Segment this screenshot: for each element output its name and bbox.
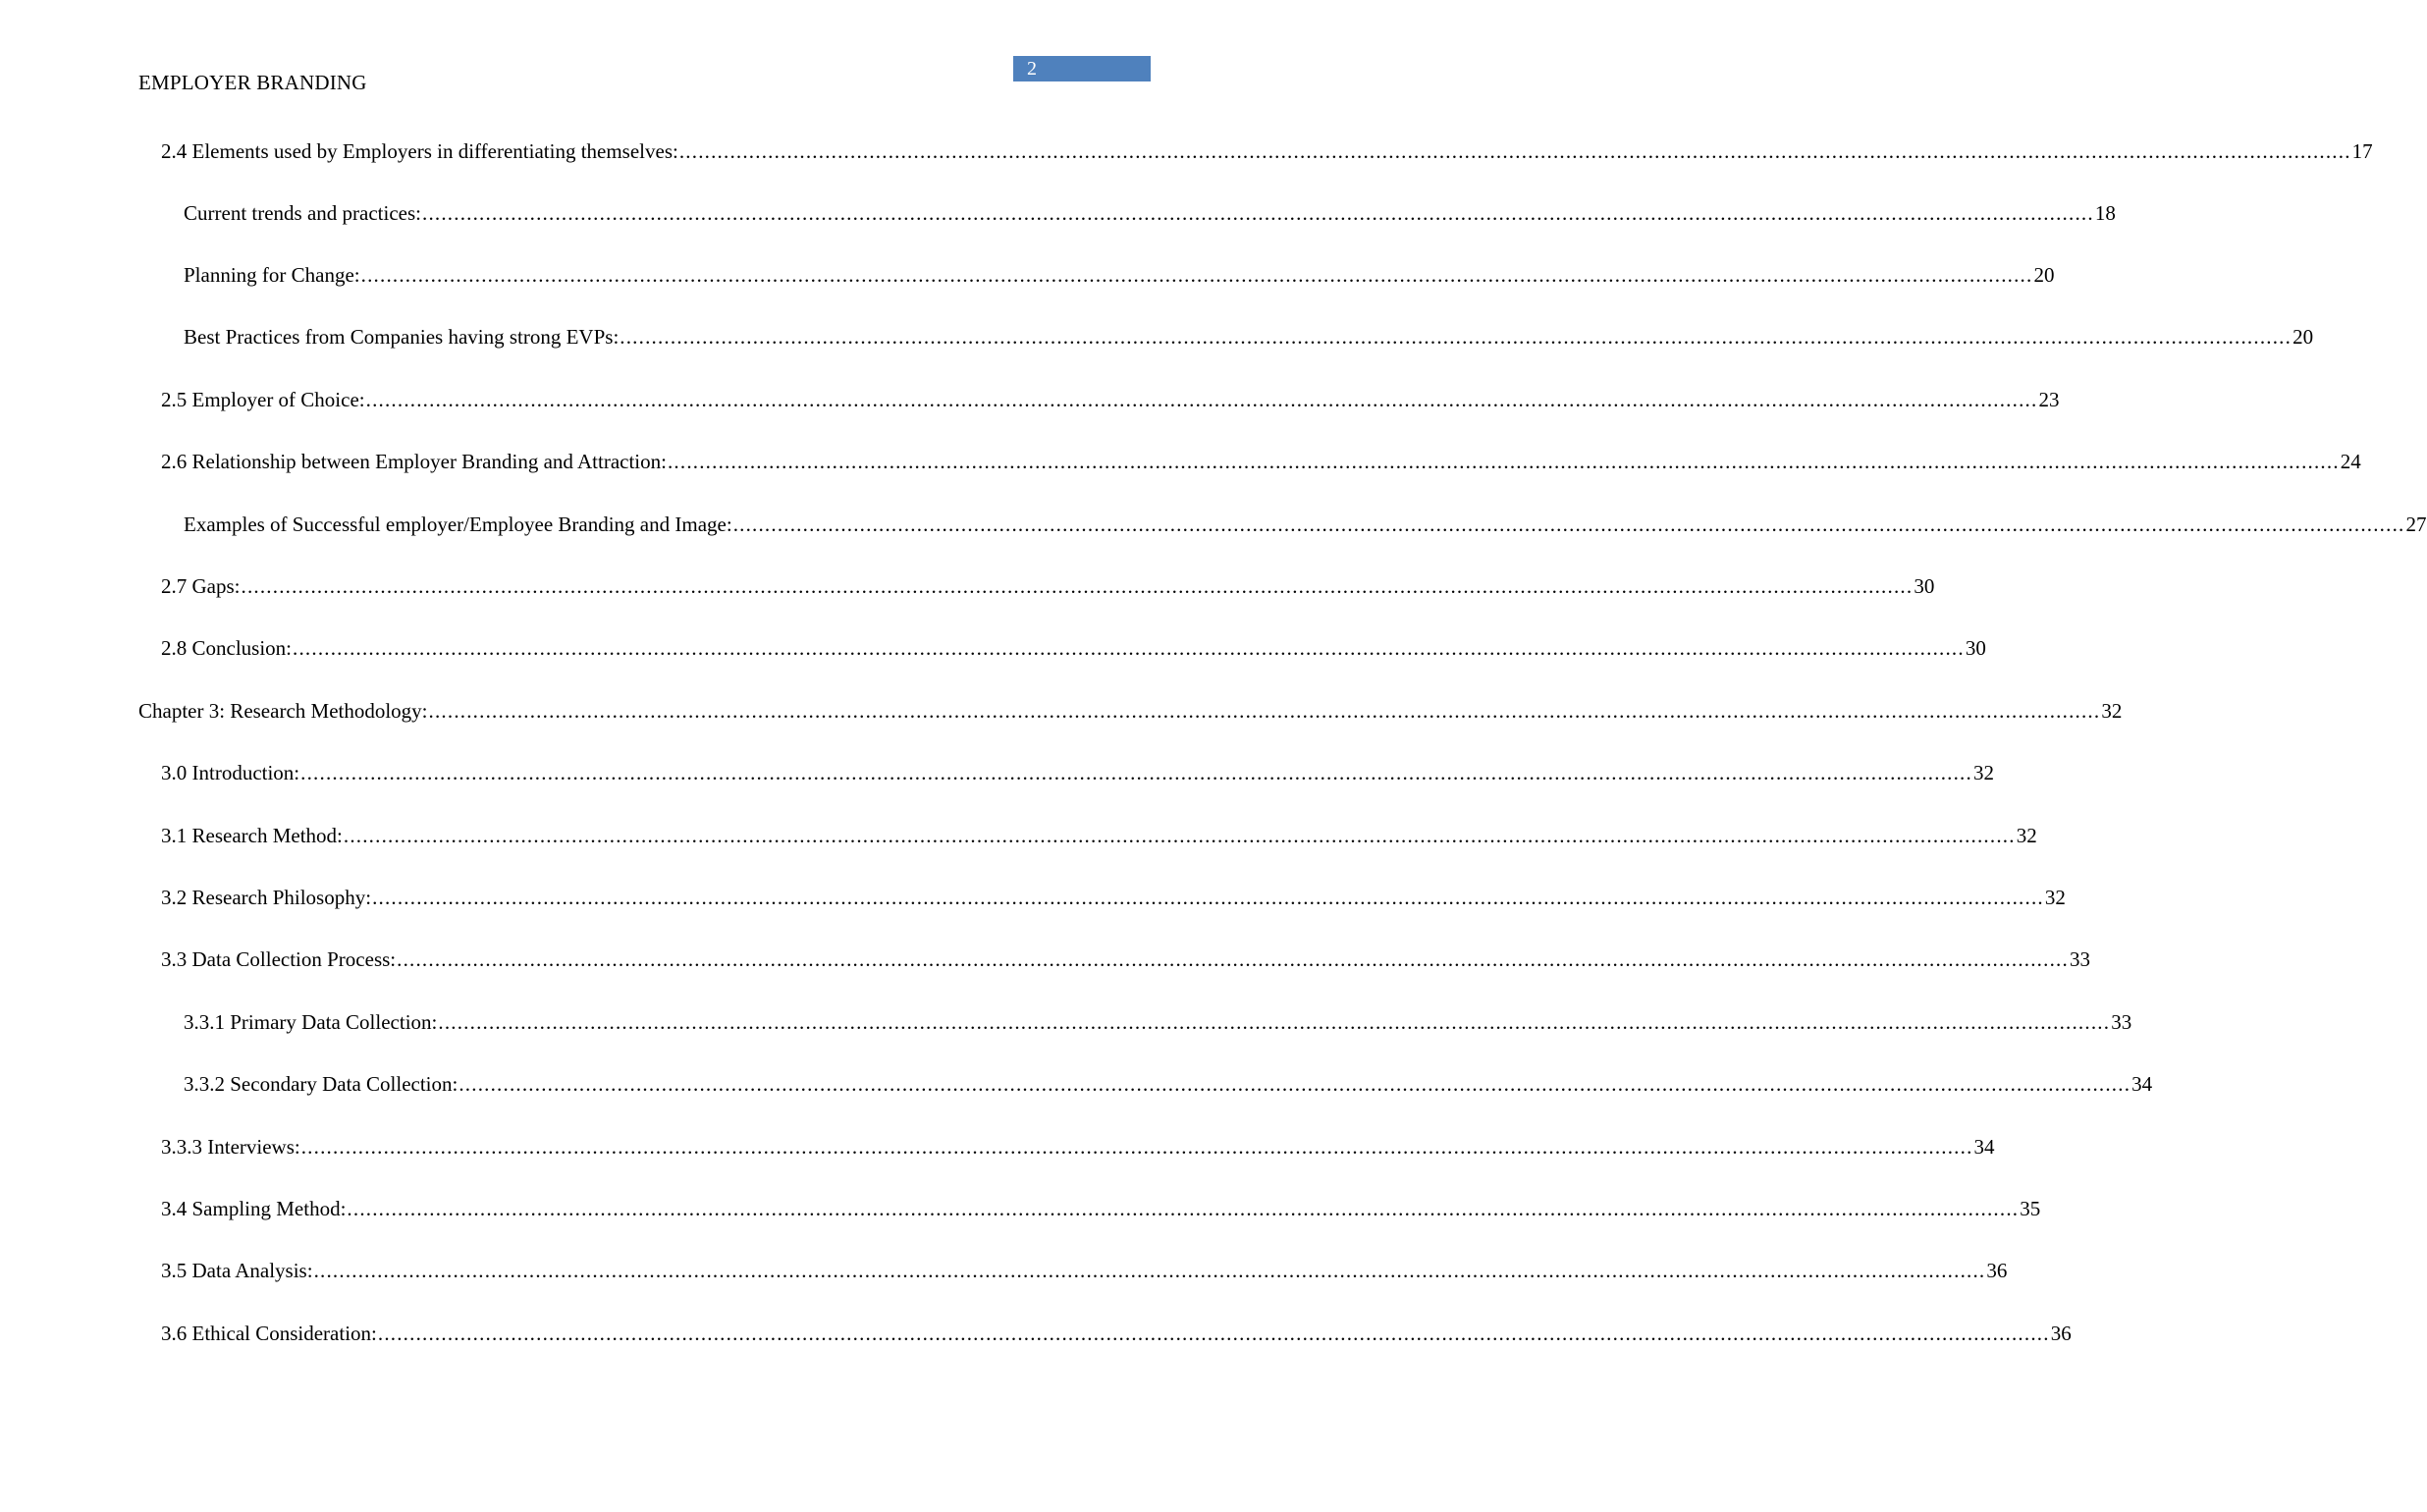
toc-entry[interactable] [161, 945, 2090, 974]
toc-entry-label: 3.5 Data Analysis: [161, 1259, 313, 1282]
dot-leader: ........................................................................................................................................................................................................................................................................ [313, 1259, 1986, 1282]
dot-leader: ........................................................................................................................................................................................................................................................................ [732, 513, 2405, 536]
toc-entry-label: 3.2 Research Philosophy: [161, 886, 372, 909]
dot-leader: ........................................................................................................................................................................................................................................................................ [300, 1135, 1973, 1159]
dot-leader: ........................................................................................................................................................................................................................................................................ [428, 699, 2101, 723]
toc-entry[interactable] [161, 447, 2361, 476]
toc-entry-page: 20 [2033, 263, 2055, 287]
toc-entry[interactable] [138, 696, 2123, 726]
toc-entry-label: 3.3 Data Collection Process: [161, 947, 397, 971]
toc-entry-page: 36 [2050, 1322, 2072, 1345]
toc-entry-page: 30 [1914, 574, 1935, 598]
toc-entry-page: 24 [2340, 450, 2361, 473]
toc-entry-label: 2.7 Gaps: [161, 574, 241, 598]
toc-entry-page: 34 [1973, 1135, 1995, 1159]
toc-entry-page: 32 [2101, 699, 2123, 723]
toc-entry[interactable] [161, 821, 2037, 850]
toc-entry-label: 2.4 Elements used by Employers in differentiating themselves: [161, 139, 678, 163]
toc-entry[interactable] [161, 883, 2066, 912]
toc-entry-page: 18 [2094, 201, 2116, 225]
toc-entry-label: 3.4 Sampling Method: [161, 1197, 347, 1220]
toc-entry-page: 17 [2351, 139, 2373, 163]
dot-leader: ........................................................................................................................................................................................................................................................................ [667, 450, 2340, 473]
toc-entry-label: Best Practices from Companies having strong EVPs: [184, 325, 620, 349]
toc-entry[interactable] [184, 1069, 2153, 1099]
toc-entry[interactable] [184, 198, 2116, 228]
dot-leader: ........................................................................................................................................................................................................................................................................ [343, 824, 2016, 847]
dot-leader: ........................................................................................................................................................................................................................................................................ [620, 325, 2292, 349]
toc-entry-page: 23 [2038, 388, 2060, 411]
toc-entry-label: 2.5 Employer of Choice: [161, 388, 365, 411]
toc-entry[interactable] [184, 322, 2314, 351]
dot-leader: ........................................................................................................................................................................................................................................................................ [438, 1010, 2111, 1034]
toc-entry[interactable] [161, 1132, 1995, 1161]
dot-leader: ........................................................................................................................................................................................................................................................................ [241, 574, 1914, 598]
toc-entry[interactable] [161, 1256, 2008, 1285]
toc-entry-label: 3.6 Ethical Consideration: [161, 1322, 377, 1345]
dot-leader: ........................................................................................................................................................................................................................................................................ [377, 1322, 2050, 1345]
toc-entry[interactable] [161, 633, 1986, 663]
toc-entry-label: 3.3.1 Primary Data Collection: [184, 1010, 438, 1034]
toc-entry-page: 32 [2044, 886, 2066, 909]
page-number-badge [1013, 56, 1151, 81]
toc-entry-label: 3.1 Research Method: [161, 824, 343, 847]
toc-entry[interactable] [161, 571, 1935, 601]
toc-entry-page: 27 [2405, 513, 2427, 536]
toc-entry-label: Current trends and practices: [184, 201, 421, 225]
dot-leader: ........................................................................................................................................................................................................................................................................ [458, 1072, 2131, 1096]
toc-entry-label: Planning for Change: [184, 263, 360, 287]
toc-entry[interactable] [161, 758, 1994, 787]
toc-entry[interactable] [161, 1194, 2041, 1223]
toc-entry-page: 32 [1972, 761, 1994, 784]
dot-leader: ........................................................................................................................................................................................................................................................................ [365, 388, 2038, 411]
toc-entry[interactable] [161, 385, 2060, 414]
toc-entry-label: 3.3.3 Interviews: [161, 1135, 300, 1159]
toc-entry-label: 3.3.2 Secondary Data Collection: [184, 1072, 458, 1096]
page-number: 2 [1027, 58, 1037, 80]
toc-entry-label: 3.0 Introduction: [161, 761, 300, 784]
dot-leader: ........................................................................................................................................................................................................................................................................ [397, 947, 2069, 971]
toc-entry-page: 32 [2016, 824, 2037, 847]
dot-leader: ........................................................................................................................................................................................................................................................................ [347, 1197, 2020, 1220]
toc-entry-page: 33 [2069, 947, 2090, 971]
toc-entry[interactable] [184, 1007, 2132, 1037]
toc-entry[interactable] [184, 260, 2055, 290]
toc-entry-label: 2.8 Conclusion: [161, 636, 293, 660]
toc-entry-page: 34 [2131, 1072, 2153, 1096]
dot-leader: ........................................................................................................................................................................................................................................................................ [422, 201, 2094, 225]
toc-entry-page: 33 [2111, 1010, 2132, 1034]
toc-entry-label: Chapter 3: Research Methodology: [138, 699, 428, 723]
dot-leader: ........................................................................................................................................................................................................................................................................ [293, 636, 1965, 660]
dot-leader: ........................................................................................................................................................................................................................................................................ [372, 886, 2044, 909]
toc-entry-label: Examples of Successful employer/Employee Branding and Image: [184, 513, 732, 536]
toc-entry-page: 36 [1986, 1259, 2008, 1282]
dot-leader: ........................................................................................................................................................................................................................................................................ [360, 263, 2033, 287]
running-head: EMPLOYER BRANDING [138, 71, 367, 94]
toc-entry-page: 20 [2292, 325, 2314, 349]
toc-entry[interactable] [184, 510, 2427, 539]
toc-entry[interactable] [161, 1319, 2072, 1348]
toc-entry-label: 2.6 Relationship between Employer Branding and Attraction: [161, 450, 667, 473]
dot-leader: ........................................................................................................................................................................................................................................................................ [678, 139, 2351, 163]
toc-entry-page: 35 [2020, 1197, 2041, 1220]
toc-entry[interactable] [161, 136, 2373, 166]
dot-leader: ........................................................................................................................................................................................................................................................................ [300, 761, 1972, 784]
toc-entry-page: 30 [1965, 636, 1986, 660]
